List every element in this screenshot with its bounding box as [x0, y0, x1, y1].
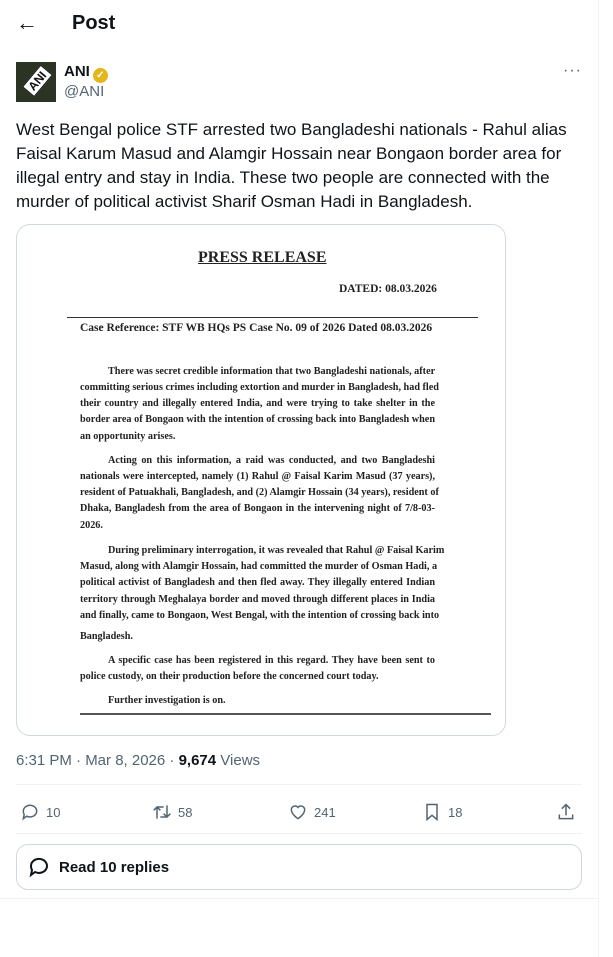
divider	[80, 713, 491, 715]
avatar-logo: ANI	[22, 65, 53, 97]
divider	[67, 317, 478, 318]
doc-line: Dhaka, Bangladesh from the area of Bongaon in the intervening night of 7/8-03-	[80, 503, 435, 514]
doc-line: During preliminary interrogation, it was revealed that Rahul @ Faisal Karim	[108, 545, 445, 556]
press-release-image[interactable]	[16, 224, 506, 736]
bookmark-icon	[422, 802, 442, 822]
doc-line: an opportunity arises.	[80, 431, 176, 442]
doc-case-ref: Case Reference: STF WB HQs PS Case No. 09 of 2026 Dated 08.03.2026	[80, 322, 433, 334]
share-button[interactable]	[556, 802, 576, 822]
like-count: 241	[314, 804, 336, 820]
like-button[interactable]	[288, 802, 336, 822]
doc-line: There was secret credible information that two Bangladeshi nationals, after	[108, 366, 436, 377]
share-icon	[556, 802, 576, 822]
read-replies-label: Read 10 replies	[59, 858, 170, 876]
avatar[interactable]	[16, 62, 56, 102]
verified-badge-icon: ✓	[93, 68, 108, 83]
doc-line: their country and illegally entered India, and were trying to take shelter in the	[80, 398, 435, 409]
doc-line: Masud, along with Alamgir Hossain, had committed the murder of Osman Hadi, a	[80, 561, 438, 572]
doc-line: nationals were intercepted, namely (1) Rahul @ Faisal Karim Masud (37 years),	[80, 471, 435, 482]
column-border	[598, 0, 599, 957]
doc-line: territory through Meghalaya border and moved through different places in India	[80, 594, 435, 605]
views-label: Views	[216, 752, 261, 769]
repost-icon	[152, 802, 172, 822]
divider	[16, 833, 582, 834]
doc-line: Acting on this information, a raid was conducted, and two Bangladeshi	[108, 455, 435, 466]
reply-icon	[27, 855, 51, 879]
read-replies-button[interactable]	[16, 844, 582, 890]
arrow-left-icon[interactable]: ←	[16, 10, 38, 35]
bookmark-count: 18	[448, 804, 463, 820]
doc-line: A specific case has been registered in this regard. They have been sent to	[108, 655, 435, 666]
doc-line: political activist of Bangladesh and then fled away. They illegally entered Indian	[80, 577, 435, 588]
reply-button[interactable]	[20, 802, 60, 822]
post-meta	[16, 752, 260, 769]
page-title: Post	[72, 12, 116, 34]
bookmark-button[interactable]	[422, 802, 462, 822]
doc-title: PRESS RELEASE	[198, 249, 327, 266]
divider	[0, 898, 598, 899]
doc-line: Further investigation is on.	[108, 695, 226, 706]
repost-count: 58	[178, 804, 193, 820]
more-options-icon[interactable]: ···	[563, 62, 582, 79]
repost-button[interactable]	[152, 802, 192, 822]
tweet-text: West Bengal police STF arrested two Bangladeshi nationals - Rahul alias Faisal Karum Masud and Alamgir Hossain near Bongaon border area for illegal entry and stay in India. These two people are connected with the murder of political activist Sharif Osman Hadi in Bangladesh.	[16, 120, 567, 211]
doc-line: police custody, on their production before the concerned court today.	[80, 671, 379, 682]
doc-line: border area of Bongaon with the intention of crossing back into Bangladesh when	[80, 414, 435, 425]
doc-line: Bangladesh.	[80, 631, 133, 642]
doc-line: committing serious crimes including extortion and murder in Bangladesh, had fled	[80, 382, 439, 393]
views-count: 9,674	[178, 752, 217, 769]
divider	[16, 784, 582, 785]
doc-line: 2026.	[80, 520, 103, 531]
doc-line: and finally, came to Bongaon, West Bengal, with the intention of crossing back into	[80, 610, 440, 621]
heart-icon	[288, 802, 308, 822]
author-name[interactable]	[64, 63, 108, 83]
author-name-text: ANI	[64, 63, 90, 80]
reply-count: 10	[46, 804, 61, 820]
post-time[interactable]: 6:31 PM · Mar 8, 2026 ·	[16, 752, 179, 769]
author-handle[interactable]: @ANI	[64, 83, 105, 100]
doc-dated: DATED: 08.03.2026	[339, 283, 437, 295]
doc-line: resident of Patuakhali, Bangladesh, and (2) Alamgir Hossain (34 years), resident of	[80, 487, 439, 498]
reply-icon	[20, 802, 40, 822]
